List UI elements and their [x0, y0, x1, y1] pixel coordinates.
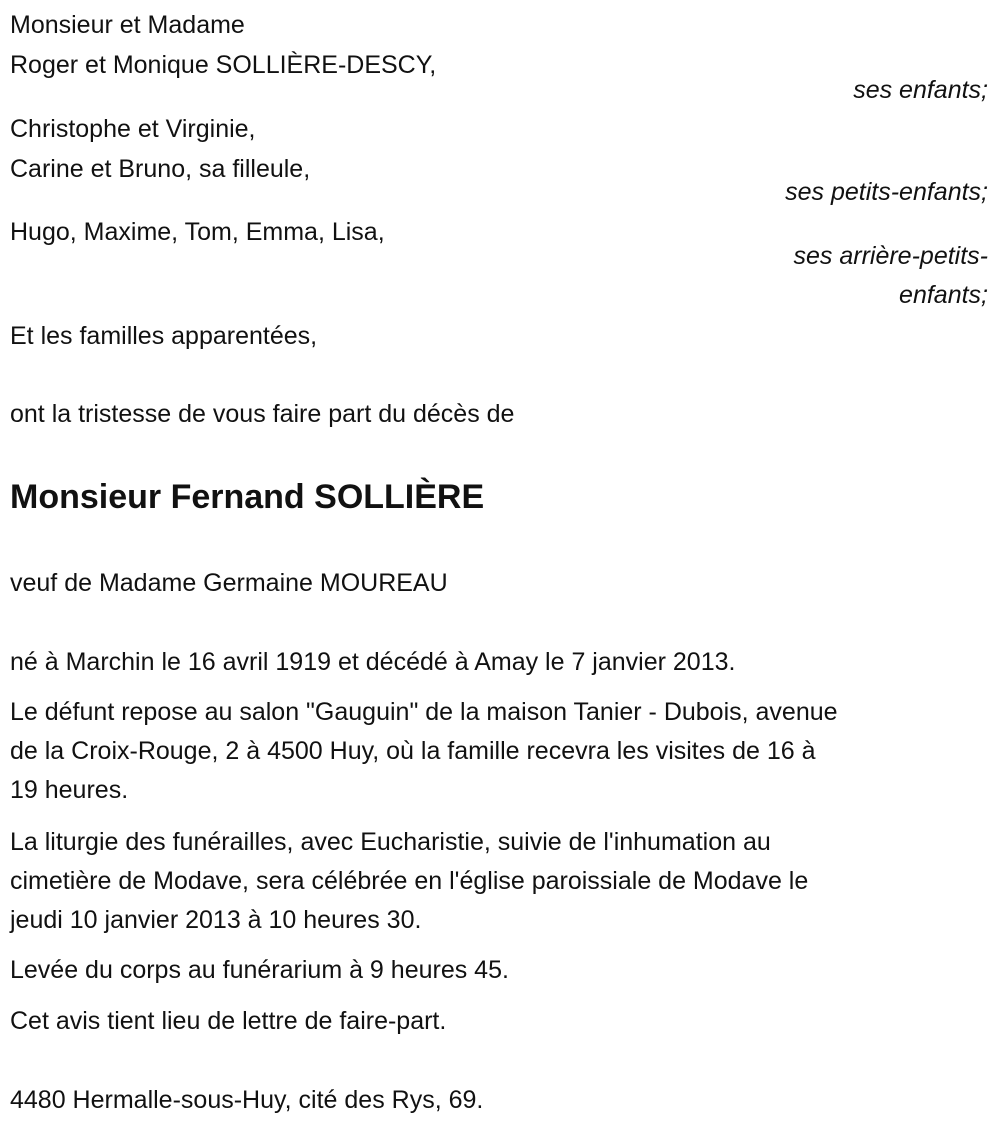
rest-place-line-3: 19 heures.	[10, 776, 129, 804]
related-families: Et les familles apparentées,	[10, 322, 318, 350]
rest-place-line-2: de la Croix-Rouge, 2 à 4500 Huy, où la famille recevra les visites de 16 à	[10, 737, 816, 765]
children-line-2: Roger et Monique SOLLIÈRE-DESCY,	[10, 51, 437, 79]
deceased-name: Monsieur Fernand SOLLIÈRE	[10, 478, 485, 516]
great-grandchildren-names: Hugo, Maxime, Tom, Emma, Lisa,	[10, 218, 385, 246]
rest-place-line-1: Le défunt repose au salon "Gauguin" de la maison Tanier - Dubois, avenue	[10, 698, 838, 726]
liturgy-line-1: La liturgie des funérailles, avec Eucharistie, suivie de l'inhumation au	[10, 828, 771, 856]
great-grandchildren-role-1: ses arrière-petits-	[793, 242, 988, 270]
grandchildren-line-1: Christophe et Virginie,	[10, 115, 256, 143]
children-role: ses enfants;	[853, 76, 988, 104]
great-grandchildren-role-2: enfants;	[899, 281, 988, 309]
grandchildren-line-2: Carine et Bruno, sa filleule,	[10, 155, 311, 183]
notice: Cet avis tient lieu de lettre de faire-part.	[10, 1007, 447, 1035]
children-line-1: Monsieur et Madame	[10, 11, 245, 39]
birth-death: né à Marchin le 16 avril 1919 et décédé à Amay le 7 janvier 2013.	[10, 648, 736, 676]
address: 4480 Hermalle-sous-Huy, cité des Rys, 69.	[10, 1086, 484, 1114]
announcement: ont la tristesse de vous faire part du décès de	[10, 400, 515, 428]
body-removal: Levée du corps au funérarium à 9 heures 45.	[10, 956, 509, 984]
widower-of: veuf de Madame Germaine MOUREAU	[10, 569, 448, 597]
grandchildren-role: ses petits-enfants;	[785, 178, 988, 206]
liturgy-line-2: cimetière de Modave, sera célébrée en l'église paroissiale de Modave le	[10, 867, 809, 895]
liturgy-line-3: jeudi 10 janvier 2013 à 10 heures 30.	[10, 906, 422, 934]
